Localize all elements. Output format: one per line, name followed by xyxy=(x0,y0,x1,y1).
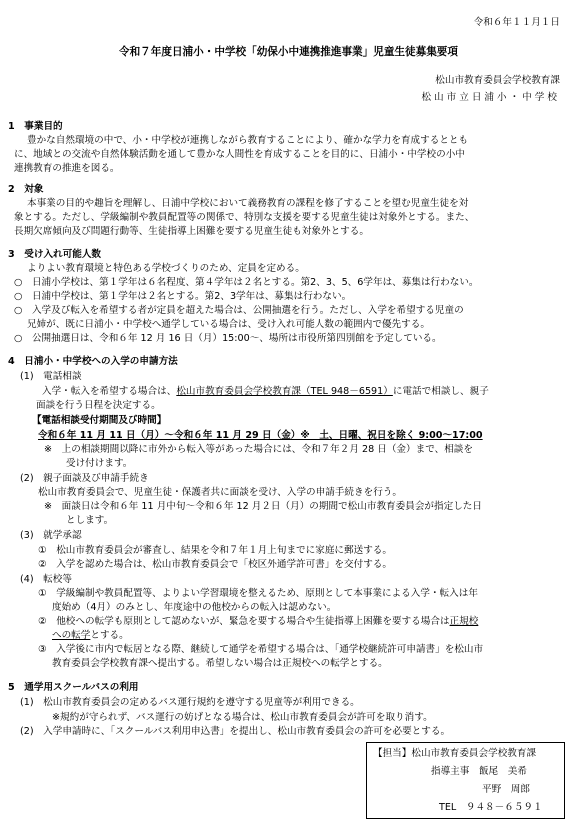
section-5-heading: 5 通学用スクールバスの利用 xyxy=(8,682,139,693)
phone-consult-period-label: 【電話相談受付期間及び時間】 xyxy=(32,415,167,426)
section-5-line-3: (2) 入学申請時に、「スクールバス利用申込書」を提出し、松山市教育委員会の許可を必要とする。 xyxy=(20,726,451,737)
section-2-line-1: 本事業の目的や趣旨を理解し、日浦中学校において義務教育の課程を修了することを望む児童生徒を対 xyxy=(27,198,469,209)
section-3-bullet-1: ○ 日浦小学校は、第１学年は６名程度、第４学年は２名とする。第2、3、5、6学年は、募集は行わない。 xyxy=(14,277,479,288)
section-1-line-2: に、地域との交流や自然体験活動を通して豊かな人間性を育成することを目的に、日浦小・中学校の小中 xyxy=(14,149,465,160)
sub-1-text-pre: 入学・転入を希望する場合は、 xyxy=(42,386,177,397)
contact-person-1: 指導主事 飯尾 美希 xyxy=(431,766,527,777)
sub-4-item-1b: 度始め（4月）のみとし、年度途中の他校からの転入は認めない。 xyxy=(52,602,337,613)
sub-4-item-3b: 教育委員会学校教育課へ提出する。希望しない場合は正規校への転学とする。 xyxy=(52,658,388,669)
sub-1-note-1: ※ 上の相談期間以降に市外から転入等があった場合には、令和７年２月 28 日（金）まで、相談を xyxy=(44,444,473,455)
issuer-board: 松山市教育委員会学校教育課 xyxy=(435,75,560,86)
phone-consult-period: 令和６年 11 月 11 日（月）～令和６年 11 月 29 日（金）※ 土、日曜、祝日を除く 9:00～17:00 xyxy=(38,430,483,441)
section-5-line-1: (1) 松山市教育委員会の定めるバス運行規約を遵守する児童等が利用できる。 xyxy=(20,697,360,708)
section-2-line-2: 象とする。ただし、学級編制や教員配置等の関係で、特別な支援を要する児童生徒は対象外とする。また、 xyxy=(14,212,475,223)
sub-4-item-1a: ① 学級編制や教員配置等、よりよい学習環境を整えるため、原則として本事業による入学・転入は年 xyxy=(38,588,478,599)
sub-4-item-3a: ③ 入学後に市内で転居となる際、継続して通学を希望する場合は、「通学校継続許可申請書」を松山市 xyxy=(38,644,484,655)
sub-2-note-1: ※ 面談日は令和６年 11 月中旬～令和６年 12 月２日（月）の期間で松山市教育委員会が指定した日 xyxy=(44,501,482,512)
sub-2-note-2: とします。 xyxy=(66,515,114,526)
section-3-bullet-2: ○ 日浦中学校は、第１学年は２名とする。第2、3学年は、募集は行わない。 xyxy=(14,291,352,302)
section-3-bullet-3a: ○ 入学及び転入を希望する者が定員を超えた場合は、公開抽選を行う。ただし、入学を希望する児童の xyxy=(14,305,464,316)
section-5-line-2: ※規約が守られず、バス運行の妨げとなる場合は、松山市教育委員会が許可を取り消す。 xyxy=(52,712,433,723)
contact-phone-underlined: 松山市教育委員会学校教育課（TEL 948－6591） xyxy=(176,386,393,397)
contact-person-2: 平野 周郎 xyxy=(482,784,530,795)
issuer-school: 松山市立日浦小・中学校 xyxy=(421,92,560,103)
section-3-bullet-4: ○ 公開抽選日は、令和６年 12 月 16 日（月）15:00～、場所は市役所第四別館を予定している。 xyxy=(14,333,442,344)
sub-4-item-2-text: ② 他校への転学も原則として認めないが、緊急を要する場合や生徒指導上困難を要する場合は xyxy=(38,616,450,627)
section-2-heading: 2 対象 xyxy=(8,184,44,195)
issue-date: 令和６年１１月１日 xyxy=(473,17,560,28)
sub-1-line-2: 面談を行う日程を決定する。 xyxy=(36,400,161,411)
section-1-line-3: 連携教育の推進を図る。 xyxy=(14,163,120,174)
sub-1-line-1 xyxy=(42,385,489,399)
sub-2-heading: (2) 親子面談及び申請手続き xyxy=(20,473,149,484)
sub-3-heading: (3) 就学承認 xyxy=(20,530,82,541)
sub-4-item-2-underlined: 正規校 xyxy=(449,616,479,627)
sub-1-text-post: に電話で相談し、親子 xyxy=(392,386,489,397)
section-3-bullet-3b: 兄姉が、既に日浦小・中学校へ通学している場合は、受け入れ可能人数の範囲内で優先する。 xyxy=(27,319,430,330)
section-1-heading: 1 事業目的 xyxy=(8,121,63,132)
contact-department: 【担当】松山市教育委員会学校教育課 xyxy=(373,748,537,759)
sub-4-item-2b-underlined: への転学 xyxy=(52,630,91,641)
section-3-heading: 3 受け入れ可能人数 xyxy=(8,249,102,260)
sub-3-item-2: ② 入学を認めた場合は、松山市教育委員会で「校区外通学許可書」を交付する。 xyxy=(38,559,392,570)
sub-4-item-2b xyxy=(52,629,129,643)
contact-phone: TEL ９４８－６５９１ xyxy=(439,802,543,813)
section-1-line-1: 豊かな自然環境の中で、小・中学校が連携しながら教育することにより、確かな学力を育成するととも xyxy=(27,135,469,146)
sub-4-item-2b-text: とする。 xyxy=(90,630,129,641)
document-title: 令和７年度日浦小・中学校「幼保小中連携推進事業」児童生徒募集要項 xyxy=(119,46,458,58)
sub-2-line-1: 松山市教育委員会で、児童生徒・保護者共に面談を受け、入学の申請手続きを行う。 xyxy=(38,487,402,498)
sub-4-heading: (4) 転校等 xyxy=(20,574,72,585)
contact-box xyxy=(366,742,565,819)
section-3-intro: よりよい教育環境と特色ある学校づくりのため、定員を定める。 xyxy=(27,263,305,274)
sub-1-heading: (1) 電話相談 xyxy=(20,371,82,382)
sub-3-item-1: ① 松山市教育委員会が審査し、結果を令和７年１月上旬までに家庭に郵送する。 xyxy=(38,545,392,556)
section-4-heading: 4 日浦小・中学校への入学の申請方法 xyxy=(8,356,178,367)
sub-1-note-2: 受け付けます。 xyxy=(66,458,133,469)
section-2-line-3: 長期欠席傾向及び問題行動等、生徒指導上困難を要する児童生徒も対象外とする。 xyxy=(14,226,369,237)
sub-4-item-2a xyxy=(38,615,478,629)
